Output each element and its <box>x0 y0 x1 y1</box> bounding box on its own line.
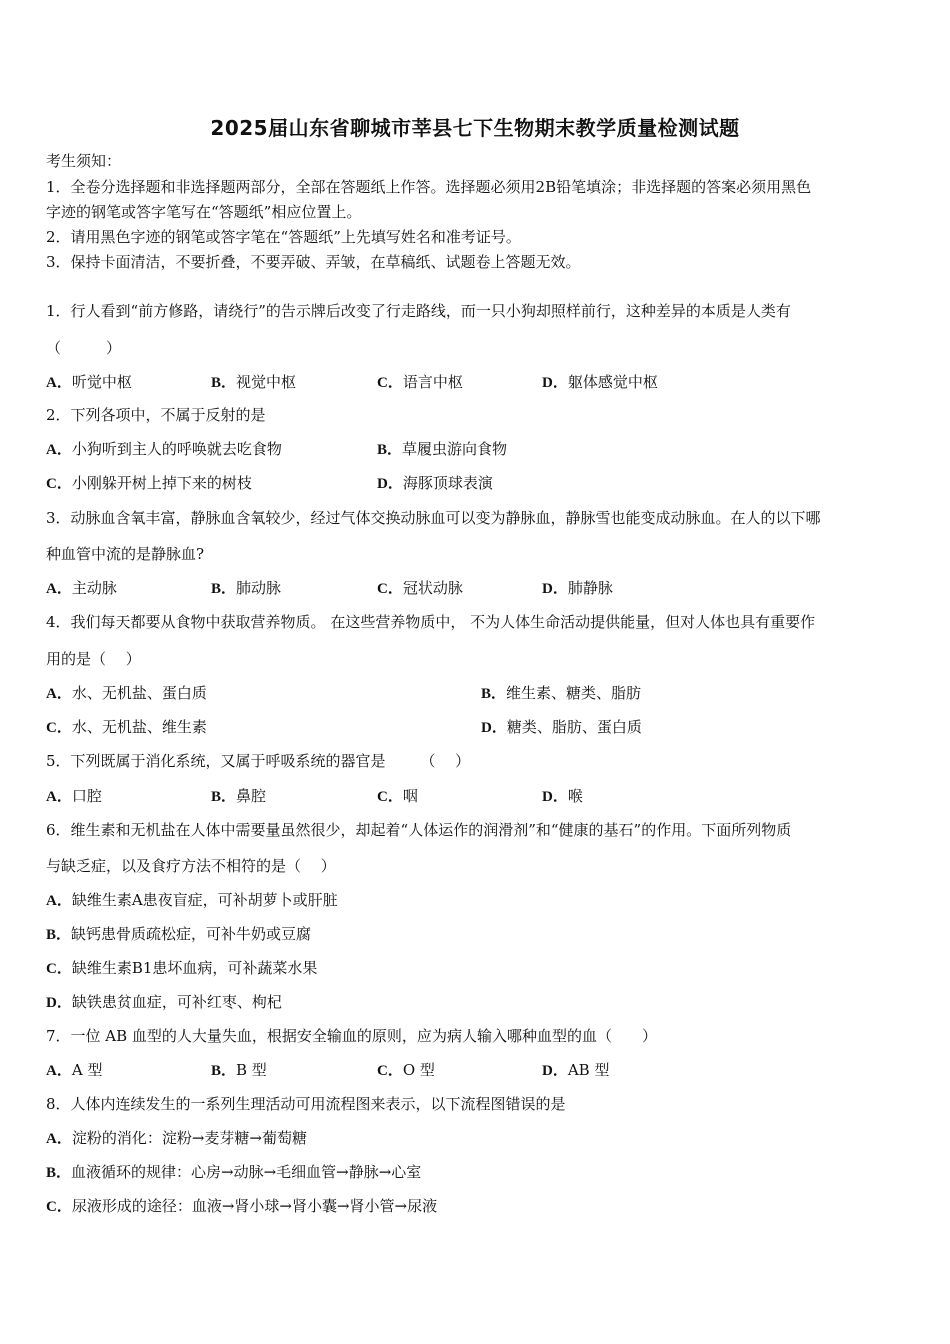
option-d[interactable]: D．海豚顶球表演 <box>377 474 493 492</box>
option-b[interactable]: B．B 型 <box>211 1061 267 1079</box>
question-stem: 种血管中流的是静脉血? <box>46 545 205 563</box>
option-b[interactable]: B．维生素、糖类、脂肪 <box>481 684 642 702</box>
option-a[interactable]: A．淀粉的消化：淀粉→麦芽糖→葡萄糖 <box>46 1129 307 1147</box>
question-stem: 2．下列各项中，不属于反射的是 <box>46 406 266 424</box>
question-stem: 5．下列既属于消化系统，又属于呼吸系统的器官是 （ ） <box>46 752 471 770</box>
question-stem: （ ） <box>46 339 122 357</box>
option-c[interactable]: C．尿液形成的途径：血液→肾小球→肾小囊→肾小管→尿液 <box>46 1197 438 1215</box>
option-a[interactable]: A．水、无机盐、蛋白质 <box>46 684 207 702</box>
option-c[interactable]: C．咽 <box>377 787 418 805</box>
option-b[interactable]: B．草履虫游向食物 <box>377 440 508 458</box>
option-b[interactable]: B．肺动脉 <box>211 579 282 597</box>
option-a[interactable]: A．A 型 <box>46 1061 103 1079</box>
option-b[interactable]: B．缺钙患骨质疏松症，可补牛奶或豆腐 <box>46 925 312 943</box>
notice-line: 3．保持卡面清洁，不要折叠，不要弄破、弄皱，在草稿纸、试题卷上答题无效。 <box>46 253 581 271</box>
question-stem: 7．一位 AB 血型的人大量失血，根据安全输血的原则，应为病人输入哪种血型的血（ ） <box>46 1027 657 1045</box>
option-c[interactable]: C．语言中枢 <box>377 373 463 391</box>
option-d[interactable]: D．躯体感觉中枢 <box>542 373 658 391</box>
question-stem: 与缺乏症，以及食疗方法不相符的是（ ） <box>46 857 336 875</box>
question-stem: 8．人体内连续发生的一系列生理活动可用流程图来表示，以下流程图错误的是 <box>46 1095 566 1113</box>
option-b[interactable]: B．鼻腔 <box>211 787 267 805</box>
option-d[interactable]: D．缺铁患贫血症，可补红枣、枸杞 <box>46 993 282 1011</box>
option-d[interactable]: D．AB 型 <box>542 1061 610 1079</box>
option-a[interactable]: A．听觉中枢 <box>46 373 132 391</box>
question-stem: 6．维生素和无机盐在人体中需要量虽然很少，却起着“人体运作的润滑剂”和“健康的基石”的作用。下面所列物质 <box>46 821 792 839</box>
question-stem: 4．我们每天都要从食物中获取营养物质。 在这些营养物质中， 不为人体生命活动提供能量，但对人体也具有重要作 <box>46 613 816 631</box>
notice-line: 字迹的钢笔或答字笔写在“答题纸”相应位置上。 <box>46 203 362 221</box>
option-c[interactable]: C．O 型 <box>377 1061 435 1079</box>
option-d[interactable]: D．糖类、脂肪、蛋白质 <box>481 718 642 736</box>
option-c[interactable]: C．小刚躲开树上掉下来的树枝 <box>46 474 252 492</box>
option-b[interactable]: B．血液循环的规律：心房→动脉→毛细血管→静脉→心室 <box>46 1163 422 1181</box>
option-c[interactable]: C．缺维生素B1患坏血病，可补蔬菜水果 <box>46 959 318 977</box>
option-a[interactable]: A．缺维生素A患夜盲症，可补胡萝卜或肝脏 <box>46 891 338 909</box>
option-c[interactable]: C．冠状动脉 <box>377 579 463 597</box>
page-title: 2025届山东省聊城市莘县七下生物期末教学质量检测试题 <box>210 116 740 140</box>
notice-line: 1．全卷分选择题和非选择题两部分，全部在答题纸上作答。选择题必须用2B铅笔填涂；非选择题的答案必须用黑色 <box>46 178 812 196</box>
question-stem: 1．行人看到“前方修路，请绕行”的告示牌后改变了行走路线，而一只小狗却照样前行，这种差异的本质是人类有 <box>46 302 791 320</box>
option-b[interactable]: B．视觉中枢 <box>211 373 297 391</box>
option-d[interactable]: D．肺静脉 <box>542 579 613 597</box>
notice-line: 2．请用黑色字迹的钢笔或答字笔在“答题纸”上先填写姓名和准考证号。 <box>46 228 521 246</box>
option-d[interactable]: D．喉 <box>542 787 583 805</box>
option-c[interactable]: C．水、无机盐、维生素 <box>46 718 207 736</box>
question-stem: 用的是（ ） <box>46 650 141 668</box>
option-a[interactable]: A．口腔 <box>46 787 102 805</box>
question-stem: 3．动脉血含氧丰富，静脉血含氧较少，经过气体交换动脉血可以变为静脉血，静脉雪也能变成动脉血。在人的以下哪 <box>46 509 821 527</box>
notice-heading: 考生须知： <box>46 152 122 170</box>
option-a[interactable]: A．主动脉 <box>46 579 117 597</box>
option-a[interactable]: A．小狗听到主人的呼唤就去吃食物 <box>46 440 282 458</box>
